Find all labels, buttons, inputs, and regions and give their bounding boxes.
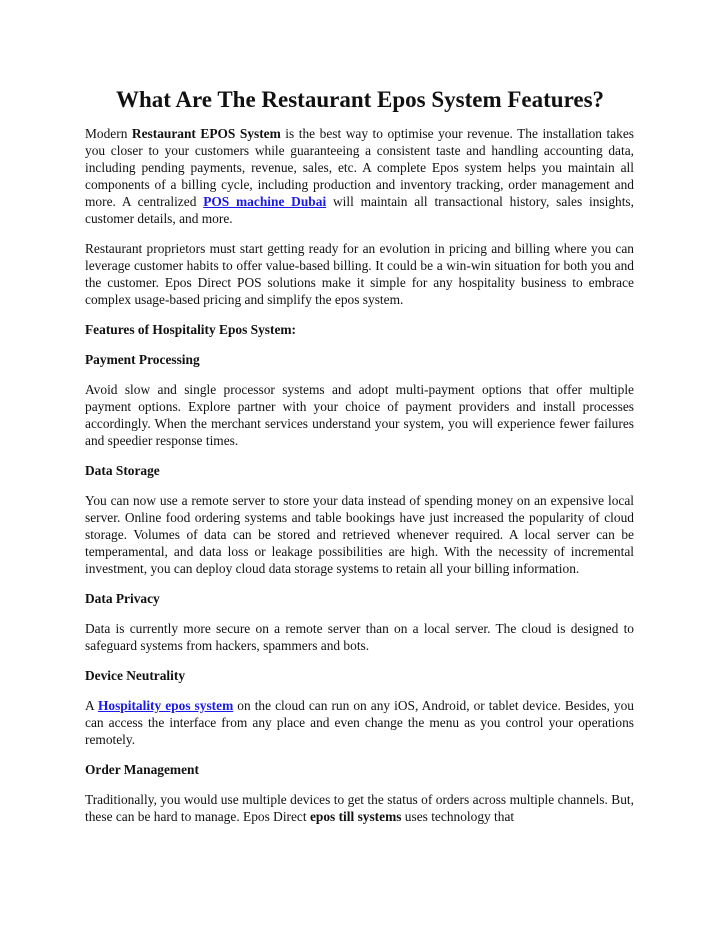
data-privacy-heading: Data Privacy (85, 591, 160, 606)
epos-till-systems-term: epos till systems (309, 809, 402, 824)
document-body (85, 125, 634, 838)
payment-processing-paragraph: Avoid slow and single processor systems and adopt multi-payment options that offer multiple payment options. Explore partner with your choice of payment providers and install processes accordingly. When the merchant services understand your system, you will experience fewer failures and speedier response times. (85, 382, 634, 448)
intro-text-middle: is the best way to optimise your revenue. The installation takes you closer to your customers while guaranteeing a consistent taste and handling accounting data, including pending payments, revenue, sales, etc. A complete Epos system helps you maintain all components of a billing cycle, including production and inventory tracking, order management and more. A centralized (85, 126, 634, 209)
order-management-text-start: Traditionally, you would use multiple devices to get the status of orders across multiple channels. But, these can be hard to manage. Epos Direct (85, 792, 634, 824)
intro-text-end: will maintain all transactional history, sales insights, customer details, and more. (85, 194, 634, 226)
order-management-paragraph (85, 791, 634, 825)
pos-machine-dubai-link[interactable]: POS machine Dubai (203, 194, 327, 209)
intro-paragraph (85, 125, 634, 227)
device-neutrality-text-start: A (85, 698, 98, 713)
page-title: What Are The Restaurant Epos System Features? (115, 87, 605, 112)
order-management-text-end: uses technology that (401, 809, 515, 824)
device-neutrality-heading: Device Neutrality (85, 668, 186, 683)
data-storage-paragraph: You can now use a remote server to store your data instead of spending money on an expensive local server. Online food ordering systems and table bookings have just increased the popularity of cloud storage. Volumes of data can be stored and retrieved whenever required. A local server can be temperamental, and data loss or leakage possibilities are high. With the necessity of incremental investment, you can deploy cloud data storage systems to retain all your billing information. (85, 493, 634, 576)
data-storage-heading: Data Storage (85, 463, 160, 478)
payment-processing-heading: Payment Processing (85, 352, 200, 367)
device-neutrality-paragraph (85, 697, 634, 748)
hospitality-epos-system-link[interactable]: Hospitality epos system (97, 698, 234, 713)
restaurant-epos-system-term: Restaurant EPOS System (131, 126, 281, 141)
features-heading: Features of Hospitality Epos System: (85, 322, 297, 337)
device-neutrality-text-end: on the cloud can run on any iOS, Android, or tablet device. Besides, you can access the interface from any place and even change the menu as you control your operations remotely. (85, 698, 634, 747)
pricing-paragraph: Restaurant proprietors must start getting ready for an evolution in pricing and billing where you can leverage customer habits to offer value-based billing. It could be a win-win situation for both you and the customer. Epos Direct POS solutions make it simple for any hospitality business to embrace complex usage-based pricing and simplify the epos system. (85, 241, 634, 307)
intro-text-start: Modern (85, 126, 132, 141)
data-privacy-paragraph: Data is currently more secure on a remote server than on a local server. The cloud is designed to safeguard systems from hackers, spammers and bots. (85, 621, 634, 653)
order-management-heading: Order Management (85, 762, 199, 777)
